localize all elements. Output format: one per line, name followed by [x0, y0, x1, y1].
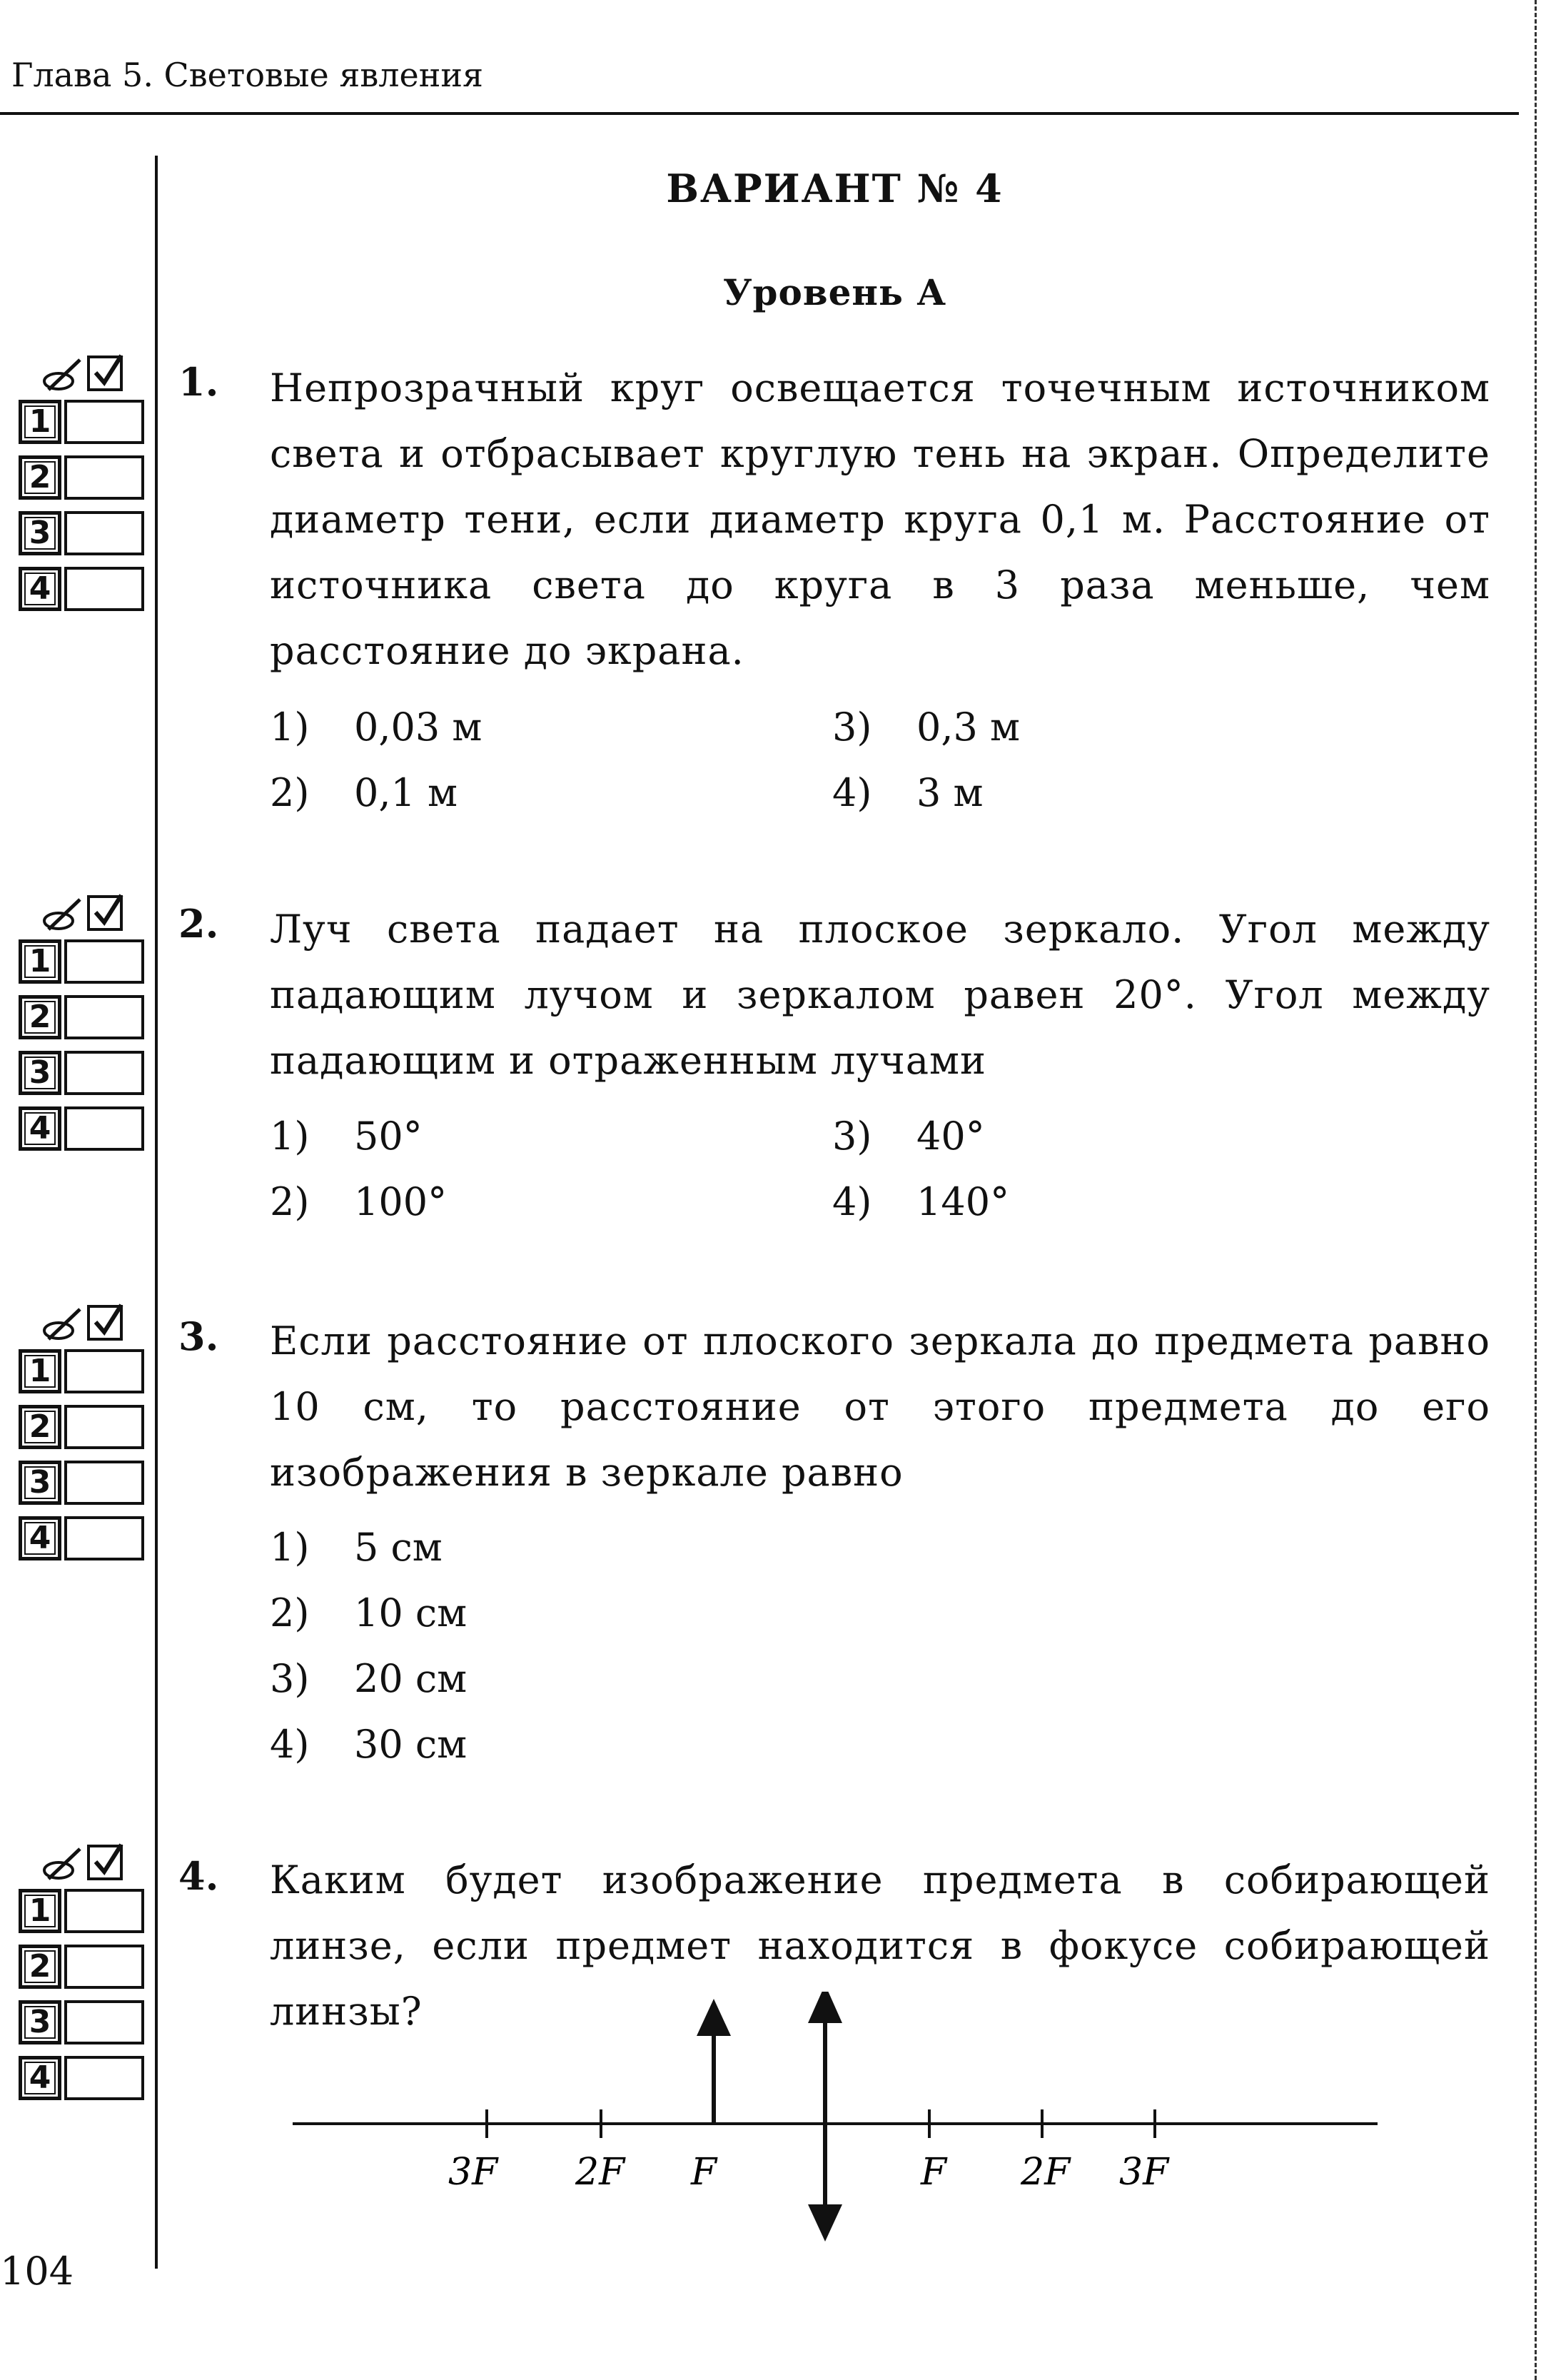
answer-checkbox[interactable]	[64, 1051, 144, 1095]
answer-option: 1) 50°	[270, 1114, 423, 1159]
answer-box-q1	[13, 351, 134, 618]
answer-checkbox[interactable]	[64, 1106, 144, 1151]
answer-checkbox[interactable]	[64, 1461, 144, 1505]
margin-divider	[155, 156, 158, 2269]
answer-digit: 3	[19, 511, 61, 555]
focus-label: 3F	[448, 2151, 498, 2194]
lens-diagram	[293, 1992, 1392, 2249]
answer-digit: 2	[19, 1945, 61, 1989]
answer-option: 2) 0,1 м	[270, 770, 458, 815]
answer-checkbox[interactable]	[64, 400, 144, 444]
answer-digit: 4	[19, 1106, 61, 1151]
answer-box-q4	[13, 1840, 134, 2107]
question-number: 4.	[178, 1853, 219, 1899]
cut-line	[1535, 0, 1537, 2380]
answer-option: 3) 0,3 м	[832, 705, 1021, 750]
question-text: Непрозрачный круг освещается точечным источником света и отбрасывает круглую тень на экран. Определите диаметр тени, если диаметр круга 0,1 м. Расстояние от источника света до круга в 3 раза меньше, чем расстояние до экрана.	[270, 365, 1490, 673]
answer-digit: 4	[19, 567, 61, 611]
question-number: 2.	[178, 901, 219, 947]
answer-option: 2) 10 см	[270, 1590, 468, 1635]
question-text: Если расстояние от плоского зеркала до предмета равно 10 см, то расстояние от этого предмета до его изображения в зеркале равно	[270, 1318, 1490, 1495]
answer-digit: 2	[19, 995, 61, 1039]
answer-checkbox[interactable]	[64, 2056, 144, 2100]
pen-icon	[41, 1846, 84, 1882]
question-number: 3.	[178, 1313, 219, 1359]
object-arrow	[697, 1999, 731, 2124]
answer-checkbox[interactable]	[64, 455, 144, 500]
answer-checkbox[interactable]	[64, 511, 144, 555]
answer-digit: 3	[19, 2000, 61, 2044]
answer-digit: 4	[19, 1516, 61, 1560]
variant-title: ВАРИАНТ № 4	[666, 166, 1004, 211]
answer-box-q2	[13, 891, 134, 1158]
answer-option: 2) 100°	[270, 1179, 448, 1224]
answer-checkbox[interactable]	[64, 1405, 144, 1449]
pen-icon	[41, 357, 84, 393]
answer-digit: 2	[19, 1405, 61, 1449]
answer-option: 1) 0,03 м	[270, 705, 482, 750]
answer-digit: 1	[19, 939, 61, 984]
checkbox-check-icon	[87, 1305, 123, 1341]
converging-lens	[808, 1992, 842, 2242]
focus-label: 2F	[1021, 2151, 1071, 2194]
checkbox-check-icon	[87, 895, 123, 931]
answer-option: 4) 140°	[832, 1179, 1010, 1224]
focus-label: F	[921, 2151, 947, 2194]
header-divider	[0, 112, 1519, 115]
answer-option: 3) 20 см	[270, 1656, 468, 1701]
answer-option: 4) 3 м	[832, 770, 984, 815]
answer-digit: 1	[19, 1889, 61, 1933]
chapter-title: Глава 5. Световые явления	[11, 56, 484, 94]
answer-option: 4) 30 см	[270, 1722, 468, 1767]
checkbox-check-icon	[87, 1845, 123, 1880]
answer-option: 3) 40°	[832, 1114, 985, 1159]
level-title: Уровень А	[722, 271, 947, 313]
answer-digit: 2	[19, 455, 61, 500]
answer-checkbox[interactable]	[64, 567, 144, 611]
answer-digit: 3	[19, 1051, 61, 1095]
checkbox-check-icon	[87, 356, 123, 391]
focus-label: 3F	[1119, 2151, 1169, 2194]
answer-digit: 4	[19, 2056, 61, 2100]
answer-checkbox[interactable]	[64, 939, 144, 984]
pen-icon	[41, 1306, 84, 1342]
page-number: 104	[0, 2249, 74, 2294]
pen-icon	[41, 897, 84, 932]
focus-label: F	[691, 2151, 717, 2194]
answer-checkbox[interactable]	[64, 995, 144, 1039]
focus-label: 2F	[575, 2151, 625, 2194]
answer-option: 1) 5 см	[270, 1525, 443, 1570]
question-text: Каким будет изображение предмета в собирающей линзе, если предмет находится в фокусе собирающей линзы?	[270, 1857, 1490, 2034]
answer-digit: 1	[19, 1349, 61, 1393]
answer-box-q3	[13, 1301, 134, 1568]
answer-digit: 1	[19, 400, 61, 444]
question-number: 1.	[178, 359, 219, 405]
question-text: Луч света падает на плоское зеркало. Угол между падающим лучом и зеркалом равен 20°. Угол между падающим и отраженным лучами	[270, 907, 1490, 1083]
answer-checkbox[interactable]	[64, 1945, 144, 1989]
answer-checkbox[interactable]	[64, 1889, 144, 1933]
answer-checkbox[interactable]	[64, 1516, 144, 1560]
answer-checkbox[interactable]	[64, 1349, 144, 1393]
answer-checkbox[interactable]	[64, 2000, 144, 2044]
answer-digit: 3	[19, 1461, 61, 1505]
